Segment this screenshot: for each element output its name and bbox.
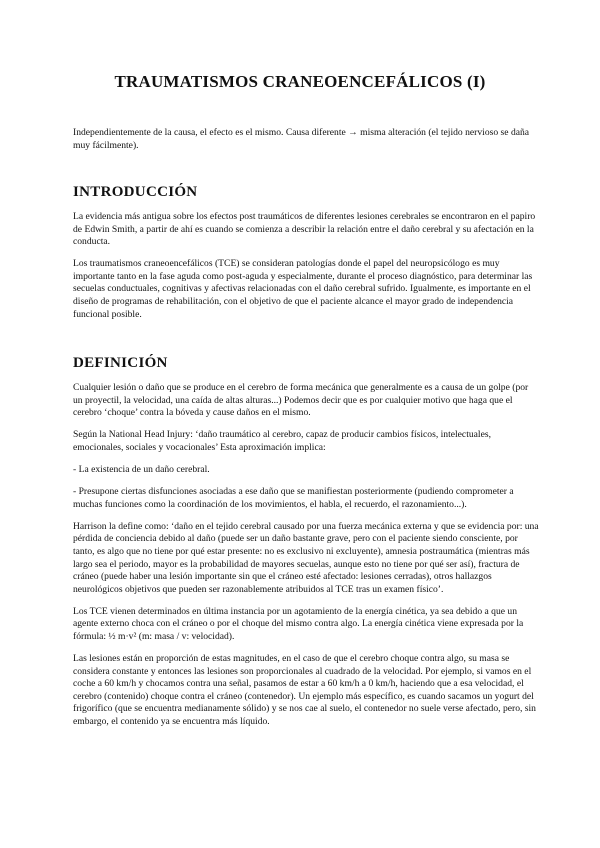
section-definicion xyxy=(73,382,540,738)
paragraph: Los traumatismos craneoencefálicos (TCE) se consideran patologías donde el papel del neuropsicólogo es muy importante tanto en la fase aguda como post-aguda y especialmente, durante el proceso diagnóstico, para determinar las secuelas conductuales, cognitivas y afectivas relacionadas con el daño cerebral sufrido. Igualmente, es importante en el diseño de programas de rehabilitación, con el objetivo de que el paciente alcance el mayor grado de independencia funcional posible. xyxy=(73,258,533,320)
section-heading-introduccion: INTRODUCCIÓN xyxy=(73,184,198,200)
paragraph: La evidencia más antigua sobre los efectos post traumáticos de diferentes lesiones cerebrales se encontraron en el papiro de Edwin Smith, a partir de ahí es cuando se comienza a describir la relación entre el daño cerebral y su afectación en la conducta. xyxy=(73,211,536,248)
paragraph: Los TCE vienen determinados en última instancia por un agotamiento de la energía cinética, ya sea debido a que un agente externo choca con el cráneo o por el choque del mismo contra algo. La energía cinética viene expresada por la fórmula: ½ m·v² (m: masa / v: velocidad). xyxy=(73,605,524,642)
list-item: - Presupone ciertas disfunciones asociadas a ese daño que se manifiestan posteriormente (pudiendo comprometer a muchas funciones como la coordinación de los movimientos, el habla, el recuerdo, el razonamiento...). xyxy=(73,486,514,510)
intro-note: Independientemente de la causa, el efecto es el mismo. Causa diferente → misma alteración (el tejido nervioso se daña muy fácilmente). xyxy=(73,127,530,151)
list-item: - La existencia de un daño cerebral. xyxy=(73,463,210,475)
paragraph: Harrison la define como: ‘daño en el tejido cerebral causado por una fuerza mecánica externa y que se evidencia por: una pérdida de conciencia debido al daño (puede ser un daño bastante grave, pero con el paciente siendo consciente, por tanto, es algo que no tiene por qué estar presente: no es exclusivo ni excluyente), amnesia postraumática (mientras más largo sea el periodo, mayor es la probabilidad de mayores secuelas, aunque esto no tiene por qué ser así), fractura de cráneo (puede haber una lesión importante sin que el cráneo esté afectado: lesiones cerradas), otros hallazgos neurológicos objetivos que pueden ser razonablemente atribuidos al TCE tras un examen físico’. xyxy=(73,520,539,595)
section-introduccion xyxy=(73,211,540,331)
paragraph: Según la National Head Injury: ‘daño traumático al cerebro, capaz de producir cambios físicos, intelectuales, emocionales, sociales y vocacionales’ Esta aproximación implica: xyxy=(73,429,491,453)
page-title: TRAUMATISMOS CRANEOENCEFÁLICOS (I) xyxy=(114,72,486,91)
paragraph: Las lesiones están en proporción de estas magnitudes, en el caso de que el cerebro choque contra algo, su masa se considera constante y entonces las lesiones son proporcionales al cuadrado de la velocidad. Por ejemplo, si vamos en el coche a 60 km/h y chocamos contra una señal, pasamos de estar a 60 km/h a 0 km/h, haciendo que a esa velocidad, el cerebro (contenido) choque contra el cráneo (contenedor). Un ejemplo más específico, es cuando sacamos un yogurt del frigorífico (que se encuentra medianamente sólido) y se nos cae al suelo, el contenedor no suele verse afectado, pero, sin embargo, el contenido ya se encuentra más líquido. xyxy=(73,653,536,728)
section-heading-definicion: DEFINICIÓN xyxy=(73,355,168,371)
paragraph: Cualquier lesión o daño que se produce en el cerebro de forma mecánica que generalmente es a causa de un golpe (por un proyectil, la velocidad, una caída de altas alturas...) Podemos decir que es por cualquier motivo que haga que el cerebro ‘choque’ contra la bóveda y cause daños en el mismo. xyxy=(73,382,529,419)
